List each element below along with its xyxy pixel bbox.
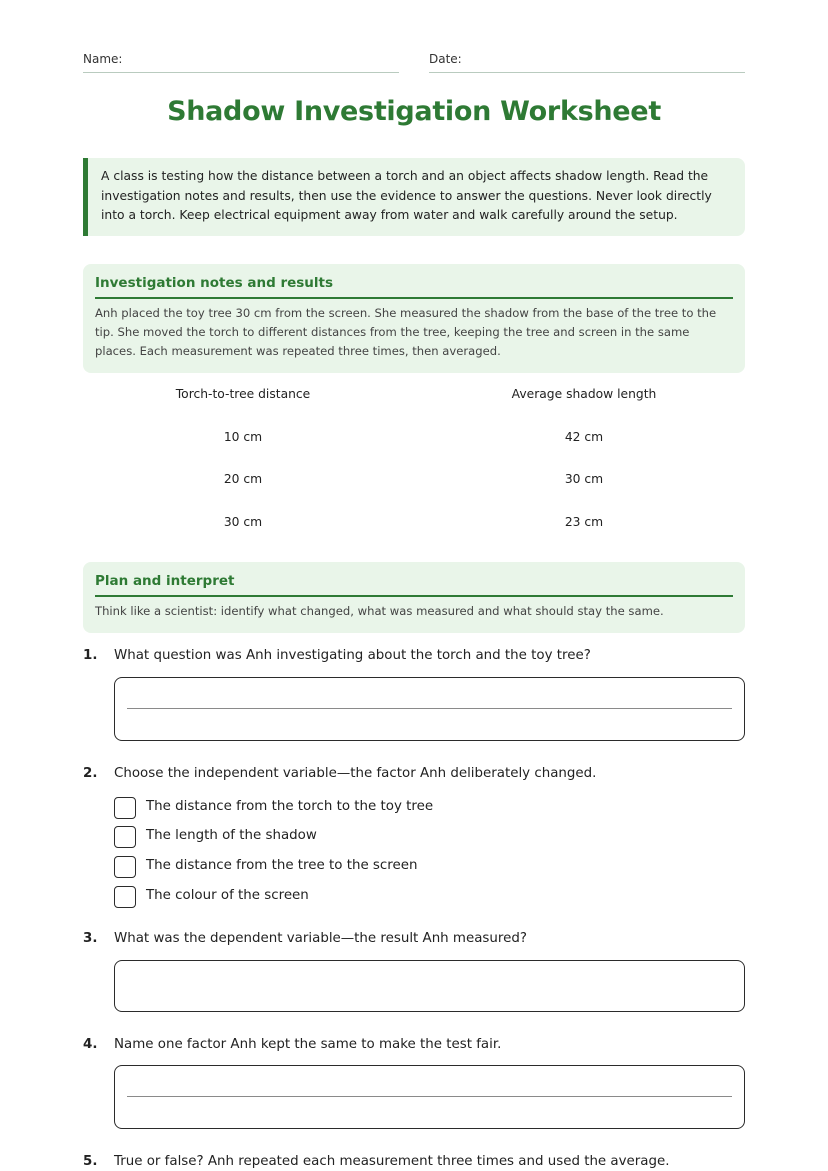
checkbox[interactable] — [114, 826, 136, 848]
answer-box-1[interactable] — [114, 677, 745, 741]
question-text: What question was Anh investigating about the torch and the toy tree? — [114, 648, 591, 663]
question-number: 4. — [83, 1037, 98, 1052]
table-cell: 10 cm — [223, 430, 263, 444]
question-text: Name one factor Anh kept the same to make the test fair. — [114, 1037, 502, 1052]
checkbox[interactable] — [114, 886, 136, 908]
table-cell: 20 cm — [223, 472, 263, 486]
checkbox[interactable] — [114, 856, 136, 878]
investigation-notes-panel — [83, 264, 745, 373]
date-label: Date: — [429, 52, 462, 66]
panel-body: Anh placed the toy tree 30 cm from the screen. She measured the shadow from the base of the tree to the tip. She moved the torch to different distances from the tree, keeping the tree and screen in the same places. Each measurement was repeated three times, then averaged. — [95, 306, 717, 358]
question-text: True or false? Anh repeated each measurement three times and used the average. — [114, 1154, 670, 1169]
table-header-distance: Torch-to-tree distance — [175, 387, 311, 401]
answer-line — [127, 708, 732, 709]
panel-title: Investigation notes and results — [95, 275, 733, 299]
question-number: 1. — [83, 648, 98, 663]
answer-box-4[interactable] — [114, 1065, 745, 1129]
option-label: The length of the shadow — [146, 828, 317, 843]
table-header-shadow: Average shadow length — [511, 387, 657, 401]
question-number: 3. — [83, 931, 98, 946]
table-cell: 23 cm — [564, 515, 604, 529]
option-label: The colour of the screen — [146, 888, 309, 903]
question-number: 2. — [83, 766, 98, 781]
table-cell: 30 cm — [564, 472, 604, 486]
checkbox[interactable] — [114, 797, 136, 819]
question-text: What was the dependent variable—the result Anh measured? — [114, 931, 527, 946]
worksheet-title: Shadow Investigation Worksheet — [167, 96, 661, 127]
intro-callout: A class is testing how the distance between a torch and an object affects shadow length. Read the investigation notes and results, then use the evidence to answer the questions. Never look directly into a torch. Keep electrical equipment away from water and walk carefully around the setup. — [83, 158, 745, 236]
name-field[interactable] — [83, 52, 399, 73]
name-date-row — [83, 52, 745, 74]
answer-line — [127, 1096, 732, 1097]
answer-box-3[interactable] — [114, 960, 745, 1012]
option-label: The distance from the torch to the toy tree — [146, 799, 434, 814]
name-label: Name: — [83, 52, 123, 66]
panel-title: Plan and interpret — [95, 573, 733, 597]
question-text: Choose the independent variable—the factor Anh deliberately changed. — [114, 766, 597, 781]
plan-interpret-panel — [83, 562, 745, 633]
question-number: 5. — [83, 1154, 98, 1169]
option-label: The distance from the tree to the screen — [146, 858, 418, 873]
table-cell: 42 cm — [564, 430, 604, 444]
date-field[interactable] — [429, 52, 745, 73]
panel-body: Think like a scientist: identify what changed, what was measured and what should stay the same. — [95, 604, 664, 618]
table-cell: 30 cm — [223, 515, 263, 529]
